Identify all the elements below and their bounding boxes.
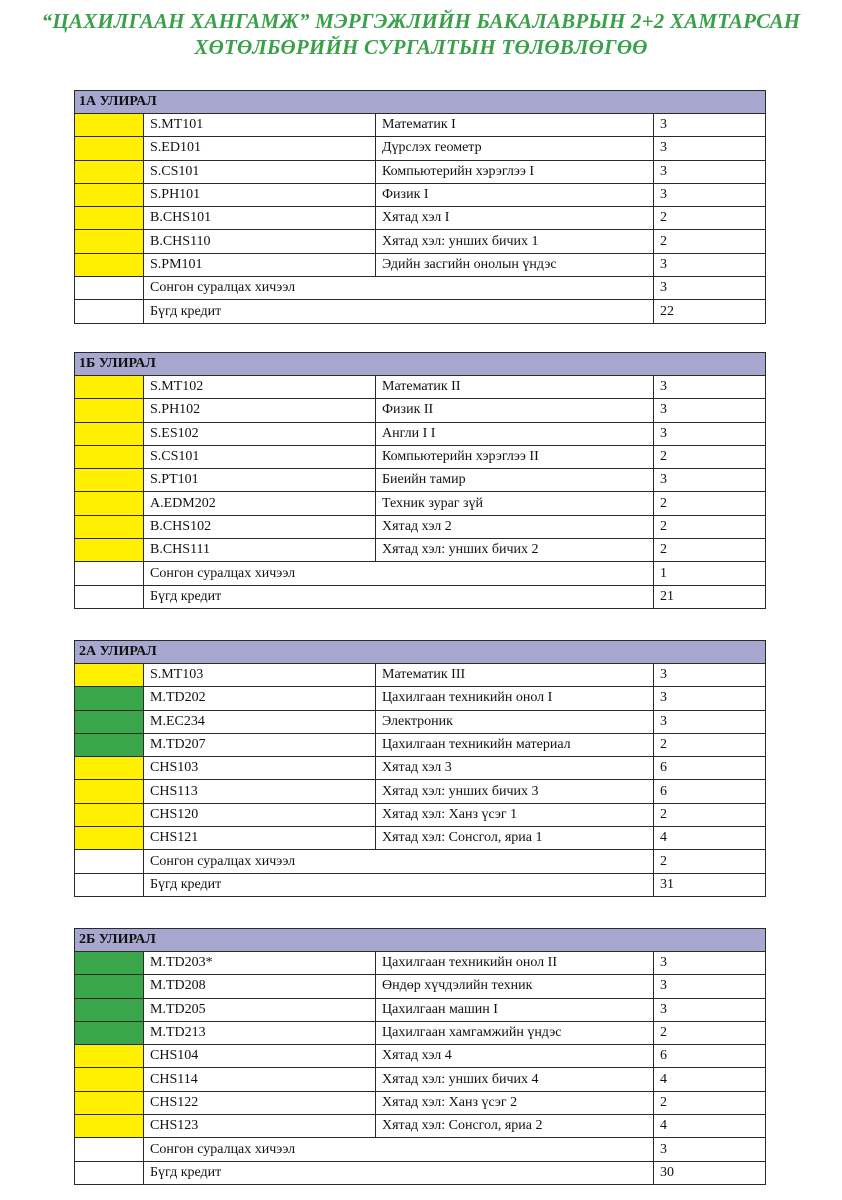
elective-swatch: [75, 850, 144, 873]
course-credits: 3: [654, 952, 766, 975]
course-row: [75, 780, 766, 803]
course-row: [75, 539, 766, 562]
course-name: Өндөр хүчдэлийн техник: [376, 975, 654, 998]
course-credits: 4: [654, 1068, 766, 1091]
semester-table: [74, 928, 766, 1185]
total-swatch: [75, 1161, 144, 1184]
semester-table: [74, 352, 766, 609]
course-code: S.MT103: [144, 664, 376, 687]
total-label: Бүгд кредит: [144, 585, 654, 608]
elective-label: Сонгон суралцах хичээл: [144, 562, 654, 585]
total-swatch: [75, 300, 144, 323]
course-name: Цахилгаан техникийн материал: [376, 733, 654, 756]
course-name: Цахилгаан машин I: [376, 998, 654, 1021]
course-row: [75, 757, 766, 780]
course-code: M.TD203*: [144, 952, 376, 975]
course-category-swatch: [75, 160, 144, 183]
course-code: S.MT102: [144, 376, 376, 399]
course-name: Хятад хэл: унших бичих 3: [376, 780, 654, 803]
course-name: Хятад хэл: Ханз үсэг 1: [376, 803, 654, 826]
course-credits: 6: [654, 757, 766, 780]
course-category-swatch: [75, 757, 144, 780]
course-code: M.TD207: [144, 733, 376, 756]
course-credits: 3: [654, 998, 766, 1021]
elective-row: [75, 850, 766, 873]
course-row: [75, 827, 766, 850]
course-category-swatch: [75, 469, 144, 492]
elective-swatch: [75, 1138, 144, 1161]
course-credits: 3: [654, 376, 766, 399]
semester-header: 1А УЛИРАЛ: [75, 91, 766, 114]
course-category-swatch: [75, 183, 144, 206]
course-credits: 2: [654, 492, 766, 515]
course-category-swatch: [75, 207, 144, 230]
course-row: [75, 710, 766, 733]
course-code: CHS120: [144, 803, 376, 826]
course-name: Хятад хэл 4: [376, 1045, 654, 1068]
course-credits: 2: [654, 515, 766, 538]
course-code: S.PM101: [144, 253, 376, 276]
course-credits: 2: [654, 733, 766, 756]
course-category-swatch: [75, 539, 144, 562]
course-category-swatch: [75, 492, 144, 515]
course-category-swatch: [75, 515, 144, 538]
course-row: [75, 445, 766, 468]
course-code: CHS121: [144, 827, 376, 850]
course-code: B.CHS110: [144, 230, 376, 253]
course-row: [75, 469, 766, 492]
course-code: CHS113: [144, 780, 376, 803]
total-row: [75, 873, 766, 896]
course-row: [75, 137, 766, 160]
elective-credits: 3: [654, 1138, 766, 1161]
course-credits: 2: [654, 539, 766, 562]
course-category-swatch: [75, 253, 144, 276]
course-code: CHS103: [144, 757, 376, 780]
course-category-swatch: [75, 422, 144, 445]
course-credits: 3: [654, 469, 766, 492]
course-row: [75, 1115, 766, 1138]
course-credits: 2: [654, 207, 766, 230]
course-credits: 3: [654, 160, 766, 183]
elective-swatch: [75, 562, 144, 585]
course-name: Электроник: [376, 710, 654, 733]
course-name: Хятад хэл I: [376, 207, 654, 230]
course-credits: 6: [654, 1045, 766, 1068]
course-name: Дүрслэх геометр: [376, 137, 654, 160]
course-name: Англи I I: [376, 422, 654, 445]
course-category-swatch: [75, 445, 144, 468]
course-category-swatch: [75, 1068, 144, 1091]
course-category-swatch: [75, 137, 144, 160]
course-row: [75, 1091, 766, 1114]
course-credits: 3: [654, 114, 766, 137]
total-label: Бүгд кредит: [144, 873, 654, 896]
course-code: S.PH102: [144, 399, 376, 422]
course-credits: 2: [654, 230, 766, 253]
course-name: Цахилгаан хамгамжийн үндэс: [376, 1021, 654, 1044]
course-row: [75, 399, 766, 422]
course-row: [75, 253, 766, 276]
elective-swatch: [75, 277, 144, 300]
course-row: [75, 422, 766, 445]
course-category-swatch: [75, 230, 144, 253]
course-category-swatch: [75, 952, 144, 975]
course-credits: 3: [654, 422, 766, 445]
course-credits: 3: [654, 137, 766, 160]
elective-row: [75, 277, 766, 300]
semester-table: [74, 90, 766, 324]
course-name: Хятад хэл: унших бичих 1: [376, 230, 654, 253]
course-category-swatch: [75, 780, 144, 803]
total-row: [75, 585, 766, 608]
course-row: [75, 376, 766, 399]
course-row: [75, 160, 766, 183]
course-row: [75, 492, 766, 515]
course-credits: 3: [654, 253, 766, 276]
total-row: [75, 1161, 766, 1184]
course-row: [75, 1021, 766, 1044]
course-name: Компьютерийн хэрэглээ I: [376, 160, 654, 183]
semester-header-row: [75, 641, 766, 664]
semester-header-row: [75, 91, 766, 114]
elective-label: Сонгон суралцах хичээл: [144, 277, 654, 300]
course-row: [75, 998, 766, 1021]
document-title-line-1: “ЦАХИЛГААН ХАНГАМЖ” МЭРГЭЖЛИЙН БАКАЛАВРЫН 2+2 ХАМТАРСАН: [41, 9, 801, 33]
course-code: S.ES102: [144, 422, 376, 445]
course-name: Хятад хэл 2: [376, 515, 654, 538]
total-label: Бүгд кредит: [144, 1161, 654, 1184]
course-row: [75, 230, 766, 253]
course-code: B.CHS111: [144, 539, 376, 562]
course-category-swatch: [75, 733, 144, 756]
course-category-swatch: [75, 710, 144, 733]
course-category-swatch: [75, 399, 144, 422]
semester-header: 2Б УЛИРАЛ: [75, 929, 766, 952]
course-name: Физик I: [376, 183, 654, 206]
elective-credits: 1: [654, 562, 766, 585]
course-credits: 2: [654, 445, 766, 468]
course-row: [75, 114, 766, 137]
course-category-swatch: [75, 1115, 144, 1138]
course-code: S.ED101: [144, 137, 376, 160]
elective-row: [75, 1138, 766, 1161]
course-name: Хятад хэл: Ханз үсэг 2: [376, 1091, 654, 1114]
course-name: Эдийн засгийн онолын үндэс: [376, 253, 654, 276]
total-row: [75, 300, 766, 323]
elective-credits: 2: [654, 850, 766, 873]
course-row: [75, 803, 766, 826]
course-code: M.EC234: [144, 710, 376, 733]
semester-header-row: [75, 929, 766, 952]
course-name: Хятад хэл: унших бичих 4: [376, 1068, 654, 1091]
course-code: CHS104: [144, 1045, 376, 1068]
total-credits: 31: [654, 873, 766, 896]
course-code: M.TD202: [144, 687, 376, 710]
course-name: Физик II: [376, 399, 654, 422]
course-name: Цахилгаан техникийн онол I: [376, 687, 654, 710]
course-category-swatch: [75, 975, 144, 998]
course-row: [75, 515, 766, 538]
course-credits: 2: [654, 803, 766, 826]
course-credits: 4: [654, 827, 766, 850]
course-name: Хятад хэл: Сонсгол, яриа 1: [376, 827, 654, 850]
elective-row: [75, 562, 766, 585]
course-name: Хятад хэл: унших бичих 2: [376, 539, 654, 562]
course-category-swatch: [75, 803, 144, 826]
course-name: Цахилгаан техникийн онол II: [376, 952, 654, 975]
course-row: [75, 687, 766, 710]
total-credits: 30: [654, 1161, 766, 1184]
course-credits: 3: [654, 687, 766, 710]
course-name: Хятад хэл 3: [376, 757, 654, 780]
course-category-swatch: [75, 664, 144, 687]
course-code: CHS122: [144, 1091, 376, 1114]
elective-label: Сонгон суралцах хичээл: [144, 1138, 654, 1161]
total-swatch: [75, 873, 144, 896]
total-label: Бүгд кредит: [144, 300, 654, 323]
course-row: [75, 183, 766, 206]
course-name: Компьютерийн хэрэглээ II: [376, 445, 654, 468]
course-code: B.CHS102: [144, 515, 376, 538]
total-swatch: [75, 585, 144, 608]
course-category-swatch: [75, 114, 144, 137]
semester-header-row: [75, 353, 766, 376]
course-code: M.TD205: [144, 998, 376, 1021]
course-row: [75, 1045, 766, 1068]
course-code: M.TD213: [144, 1021, 376, 1044]
course-code: M.TD208: [144, 975, 376, 998]
course-code: B.CHS101: [144, 207, 376, 230]
course-credits: 2: [654, 1091, 766, 1114]
course-name: Математик II: [376, 376, 654, 399]
course-code: CHS114: [144, 1068, 376, 1091]
course-name: Техник зураг зүй: [376, 492, 654, 515]
course-code: CHS123: [144, 1115, 376, 1138]
course-code: S.CS101: [144, 160, 376, 183]
course-category-swatch: [75, 1045, 144, 1068]
course-row: [75, 664, 766, 687]
total-credits: 22: [654, 300, 766, 323]
course-code: A.EDM202: [144, 492, 376, 515]
course-credits: 3: [654, 183, 766, 206]
total-credits: 21: [654, 585, 766, 608]
course-row: [75, 975, 766, 998]
course-row: [75, 952, 766, 975]
course-row: [75, 1068, 766, 1091]
course-category-swatch: [75, 998, 144, 1021]
course-credits: 3: [654, 664, 766, 687]
course-name: Математик I: [376, 114, 654, 137]
semester-table: [74, 640, 766, 897]
document-title-line-2: ХӨТӨЛБӨРИЙН СУРГАЛТЫН ТӨЛӨВЛӨГӨӨ: [194, 35, 648, 59]
course-category-swatch: [75, 827, 144, 850]
semester-header: 2А УЛИРАЛ: [75, 641, 766, 664]
course-category-swatch: [75, 376, 144, 399]
course-row: [75, 733, 766, 756]
semester-header: 1Б УЛИРАЛ: [75, 353, 766, 376]
course-code: S.PH101: [144, 183, 376, 206]
course-code: S.MT101: [144, 114, 376, 137]
course-code: S.CS101: [144, 445, 376, 468]
course-row: [75, 207, 766, 230]
course-credits: 6: [654, 780, 766, 803]
course-credits: 3: [654, 710, 766, 733]
course-credits: 3: [654, 975, 766, 998]
course-category-swatch: [75, 1091, 144, 1114]
elective-credits: 3: [654, 277, 766, 300]
course-credits: 4: [654, 1115, 766, 1138]
course-code: S.PT101: [144, 469, 376, 492]
course-credits: 2: [654, 1021, 766, 1044]
course-credits: 3: [654, 399, 766, 422]
course-category-swatch: [75, 687, 144, 710]
course-name: Биеийн тамир: [376, 469, 654, 492]
course-name: Математик III: [376, 664, 654, 687]
elective-label: Сонгон суралцах хичээл: [144, 850, 654, 873]
course-name: Хятад хэл: Сонсгол, яриа 2: [376, 1115, 654, 1138]
course-category-swatch: [75, 1021, 144, 1044]
